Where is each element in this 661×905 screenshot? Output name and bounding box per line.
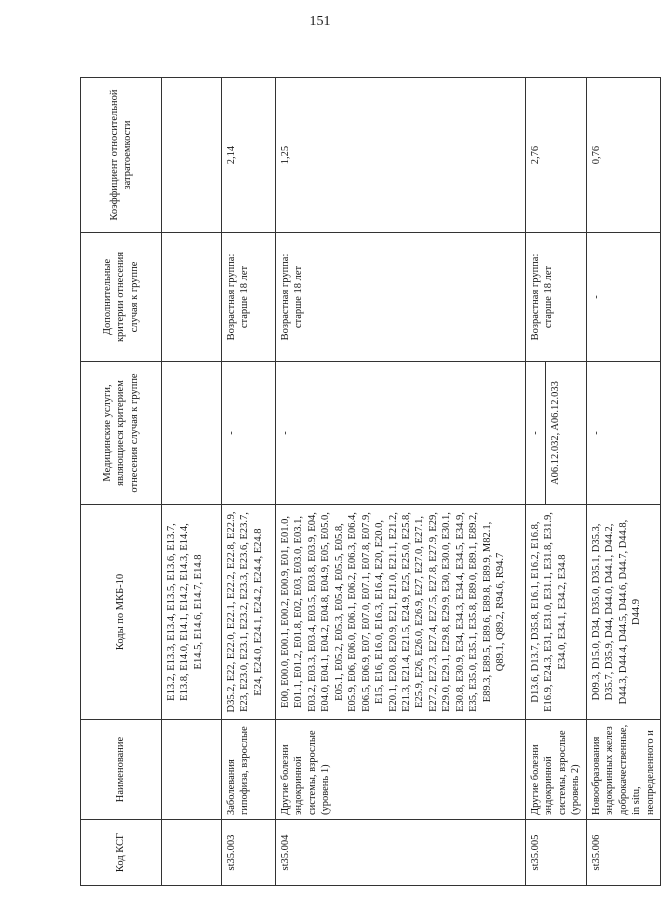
cell-name	[162, 720, 222, 820]
cell-code	[162, 820, 222, 886]
cell-services	[276, 362, 526, 505]
cell-code: st35.006	[586, 820, 660, 886]
cell-name: Заболевания гипофиза, взрослые	[222, 720, 276, 820]
header-name: Наименование	[81, 720, 162, 820]
cell-mkb: D13.6, D13.7, D35.8, E16.1, E16.2, E16.8, E16.9, E24.3, E31, E31.0, E31.1, E31.8, E31.9, E34.0, E34.1, E34.2, E34.8	[526, 505, 587, 720]
cell-services	[526, 362, 587, 505]
cell-code: st35.005	[526, 820, 587, 886]
header-criteria: Дополнительные критерии отнесения случая к группе	[81, 233, 162, 362]
services-value: -	[590, 431, 602, 435]
cell-criteria	[162, 233, 222, 362]
services-value: -	[226, 431, 237, 435]
cell-coef: 0,76	[586, 78, 660, 233]
cell-mkb: D09.3, D15.0, D34, D35.0, D35.1, D35.3, D35.7, D35.9, D44, D44.0, D44.1, D44.2, D44.3, D44.4, D44.5, D44.6, D44.7, D44.8, D44.9	[586, 505, 660, 720]
header-services: Медицинские услуги, являющиеся критерием отнесения случая к группе	[81, 362, 162, 505]
services-value	[162, 362, 168, 504]
cell-coef: 1,25	[276, 78, 526, 233]
table-row	[222, 78, 276, 886]
page-number: 151	[309, 14, 331, 29]
cell-services	[586, 362, 660, 505]
cell-mkb: D35.2, E22, E22.0, E22.1, E22.2, E22.8, E22.9, E23, E23.0, E23.1, E23.2, E23.3, E23.6, E23.7, E24, E24.0, E24.1, E24.2, E24.4, E24.8	[222, 505, 276, 720]
cell-criteria: Возрастная группа: старше 18 лет	[222, 233, 276, 362]
header-coef: Коэффициент относительной затратоемкости	[81, 78, 162, 233]
cell-criteria: Возрастная группа: старше 18 лет	[526, 233, 587, 362]
table-row	[586, 78, 660, 886]
header-code: Код КСГ	[81, 820, 162, 886]
table-header-row	[81, 78, 162, 886]
cell-code: st35.003	[222, 820, 276, 886]
table-row	[162, 78, 222, 886]
cell-services	[162, 362, 222, 505]
cell-code: st35.004	[276, 820, 526, 886]
table-row	[276, 78, 526, 886]
cell-criteria: Возрастная группа: старше 18 лет	[276, 233, 526, 362]
cell-coef: 2,14	[222, 78, 276, 233]
cell-name: Другие болезни эндокринной системы, взрослые (уровень 1)	[276, 720, 526, 820]
ksg-table	[80, 77, 661, 886]
cell-mkb: E00, E00.0, E00.1, E00.2, E00.9, E01, E01.0, E01.1, E01.2, E01.8, E02, E03, E03.0, E03.1, E03.2, E03.3, E03.4, E03.5, E03.8, E03.9, E04, E04.0, E04.1, E04.2, E04.8, E04.9, E05, E05.0, E05.1, E05.2, E05.3, E05.4, E05.5, E05.8, E05.9, E06, E06.0, E06.1, E06.2, E06.3, E06.4, E06.5, E06.9, E07, E07.0, E07.1, E07.8, E07.9, E15, E16, E16.0, E16.3, E16.4, E20, E20.0, E20.1, E20.8, E20.9, E21, E21.0, E21.1, E21.2, E21.3, E21.4, E21.5, E24.9, E25, E25.0, E25.8, E25.9, E26, E26.0, E26.9, E27, E27.0, E27.1, E27.2, E27.3, E27.4, E27.5, E27.8, E27.9, E29, E29.0, E29.1, E29.8, E29.9, E30, E30.0, E30.1, E30.8, E30.9, E34, E34.3, E34.4, E34.5, E34.9, E35, E35.0, E35.1, E35.8, E89.0, E89.1, E89.2, E89.3, E89.5, E89.6, E89.8, E89.9, M82.1, Q89.1, Q89.2, R94.6, R94.7	[276, 505, 526, 720]
cell-name: Новообразования эндокринных желез доброкачественные, in situ, неопределенного и	[586, 720, 660, 820]
services-extra-value: A06.12.032, A06.12.033	[545, 362, 565, 504]
table-row	[526, 78, 587, 886]
services-value: -	[280, 431, 291, 435]
cell-coef: 2,76	[526, 78, 587, 233]
cell-services	[222, 362, 276, 505]
cell-coef	[162, 78, 222, 233]
cell-criteria: -	[586, 233, 660, 362]
rotated-table-container	[80, 78, 656, 886]
header-mkb: Коды по МКБ-10	[81, 505, 162, 720]
cell-mkb: E13.2, E13.3, E13.4, E13.5, E13.6, E13.7, E13.8, E14.0, E14.1, E14.2, E14.3, E14.4, E14.5, E14.6, E14.7, E14.8	[162, 505, 222, 720]
services-value: -	[530, 431, 541, 435]
cell-name: Другие болезни эндокринной системы, взрослые (уровень 2)	[526, 720, 587, 820]
